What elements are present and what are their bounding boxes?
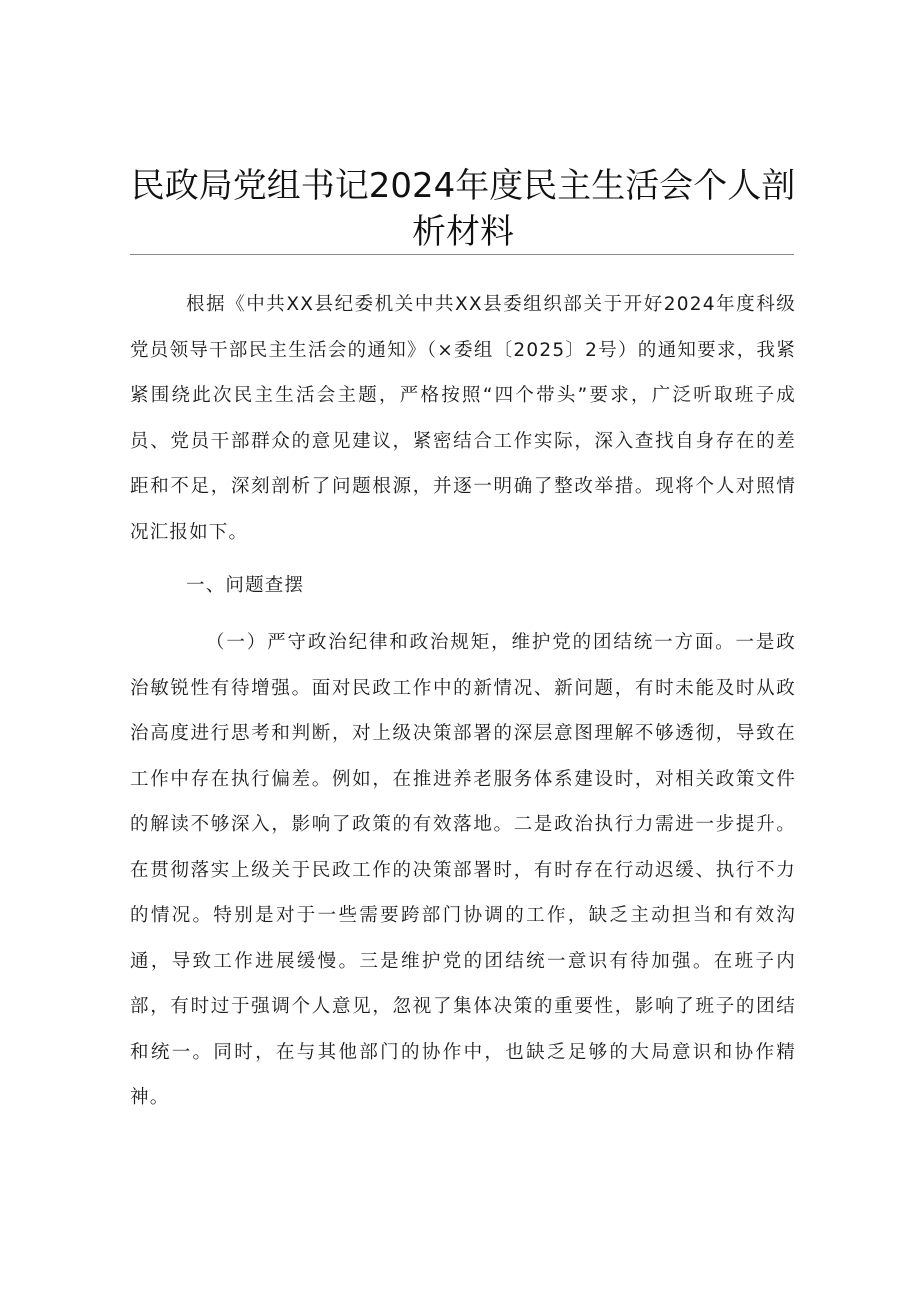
document-title-line1: 民政局党组书记2024年度民主生活会个人剖 [130, 166, 796, 206]
title-underline-divider [130, 254, 794, 255]
section-body-paragraph: （一）严守政治纪律和政治规矩，维护党的团结统一方面。一是政治敏锐性有待增强。面对民政工作中的新情况、新问题，有时未能及时从政治高度进行思考和判断，对上级决策部署的深层意图理解不够透彻，导致在工作中存在执行偏差。例如，在推进养老服务体系建设时，对相关政策文件的解读不够深入，影响了政策的有效落地。二是政治执行力需进一步提升。在贯彻落实上级关于民政工作的决策部署时，有时存在行动迟缓、执行不力的情况。特别是对于一些需要跨部门协调的工作，缺乏主动担当和有效沟通，导致工作进展缓慢。三是维护党的团结统一意识有待加强。在班子内部，有时过于强调个人意见，忽视了集体决策的重要性，影响了班子的团结和统一。同时，在与其他部门的协作中，也缺乏足够的大局意识和协作精神。 [130, 632, 796, 1108]
section-heading: 一、问题查摆 [186, 575, 305, 596]
document-title-line2: 析材料 [412, 212, 514, 252]
intro-paragraph: 根据《中共XX县纪委机关中共XX县委组织部关于开好2024年度科级党员领导干部民主生活会的通知》（×委组〔2025〕2号）的通知要求，我紧紧围绕此次民主生活会主题，严格按照“四个带头”要求，广泛听取班子成员、党员干部群众的意见建议，紧密结合工作实际，深入查找自身存在的差距和不足，深刻剖析了问题根源，并逐一明确了整改举措。现将个人对照情况汇报如下。 [130, 294, 796, 543]
